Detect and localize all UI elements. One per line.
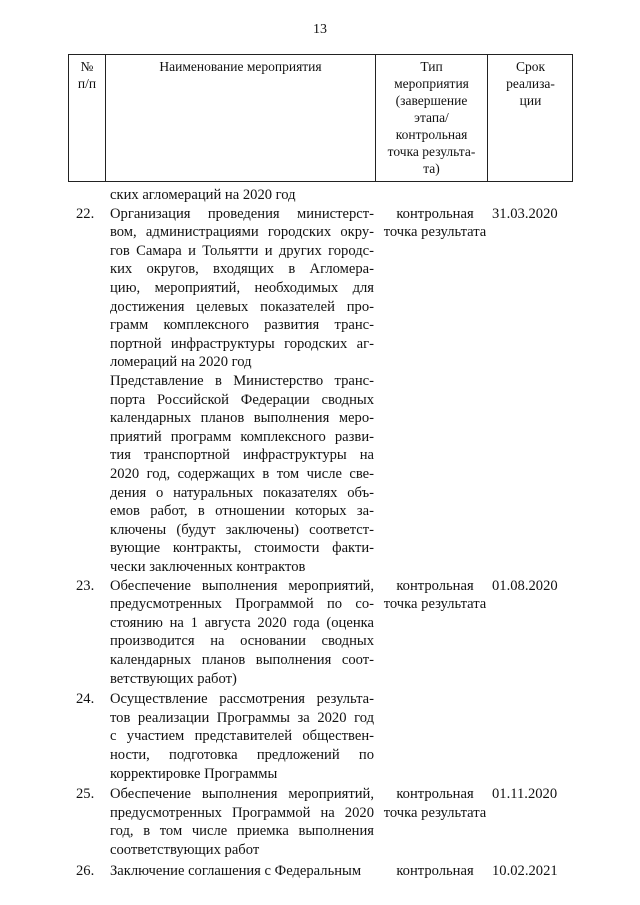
text-line: Заключение соглашения с Федеральным (110, 862, 362, 879)
text-line: Обеспечение выполнения мероприятий, (110, 577, 374, 594)
row-type (382, 862, 488, 881)
text-line: Организация проведения министерст- (110, 205, 374, 222)
text-line: достижения целевых показателей про- (110, 298, 374, 315)
text-line: п/п (77, 76, 97, 91)
text-line: приятий программ комплексного разви- (110, 428, 374, 445)
text-line: ких округов, входящих в Агломера- (110, 261, 374, 278)
text-line: контрольная (395, 127, 468, 142)
text-line: дения о натуральных показателях объ- (110, 484, 374, 501)
text-line: Обеспечение выполнения мероприятий, (110, 786, 374, 803)
text-line: ских агломераций на 2020 год (110, 187, 296, 203)
text-line: год, в том числе приемка выполнения (110, 823, 374, 840)
row-date: 01.08.2020 (492, 577, 558, 594)
text-line: Тип (420, 59, 443, 74)
text-line: тов реализации Программы за 2020 год (110, 709, 374, 726)
text-line: вом, администрациями городских окру- (110, 224, 374, 241)
text-line: точка результа- (387, 144, 476, 159)
row-number: 23. (76, 577, 95, 594)
text-line: точка результата (383, 596, 487, 613)
text-line: ключены (будут заключены) соответст- (110, 521, 374, 538)
text-line: портной инфраструктуры городских аг- (110, 335, 374, 352)
row-date: 31.03.2020 (492, 205, 558, 222)
header-num-column (69, 55, 106, 181)
row-name (110, 186, 374, 205)
header-type-column (376, 55, 488, 181)
text-line: этапа/ (414, 110, 449, 125)
text-line: Наименование мероприятия (159, 59, 322, 74)
row-number: 24. (76, 691, 95, 708)
text-line: порта Российской Федерации сводных (110, 391, 374, 408)
text-line: соответствующих работ (110, 841, 260, 858)
text-line: грамм комплексного развития транс- (110, 317, 374, 334)
text-line: точка результата (383, 224, 487, 241)
row-name (110, 690, 374, 783)
text-line: календарных планов выполнения соот- (110, 651, 374, 668)
text-line: вующие контракты, стоимости факти- (110, 540, 374, 557)
text-line: реализа- (506, 76, 555, 91)
text-line: контрольная (396, 205, 474, 222)
page-number: 13 (313, 22, 327, 37)
text-line: цию, мероприятий, необходимых для (110, 279, 374, 296)
text-line: Представление в Министерство транс- (110, 372, 374, 389)
text-line: предусмотренных Программой по со- (110, 596, 374, 613)
text-line: ности, подготовка предложений по (110, 746, 374, 763)
text-line: контрольная (396, 862, 474, 879)
text-line: № (80, 59, 94, 74)
text-line: 2020 год, содержащих в том числе све- (110, 465, 374, 482)
text-line: Осуществление рассмотрения результа- (110, 691, 374, 708)
header-name-column (106, 55, 376, 181)
text-line: ветствующих работ) (110, 670, 237, 687)
text-line: точка результата (383, 804, 487, 821)
row-type (382, 785, 488, 822)
text-line: тия транспортной инфраструктуры на (110, 447, 374, 464)
text-line: мероприятия (394, 76, 469, 91)
row-type (382, 205, 488, 242)
text-line: корректировке Программы (110, 765, 278, 782)
text-line: ции (519, 93, 542, 108)
text-line: контрольная (396, 577, 474, 594)
row-type (382, 577, 488, 614)
table-header (68, 54, 573, 182)
row-number: 26. (76, 862, 95, 879)
text-line: ломераций на 2020 год (110, 354, 252, 371)
text-line: контрольная (396, 786, 474, 803)
text-line: та) (423, 161, 440, 176)
row-name (110, 205, 374, 577)
text-line: чески заключенных контрактов (110, 558, 306, 575)
row-name (110, 862, 374, 881)
row-date: 01.11.2020 (492, 786, 558, 803)
row-number: 22. (76, 205, 95, 222)
text-line: с участием представителей обществен- (110, 728, 374, 745)
header-date-column (488, 55, 573, 181)
row-date: 10.02.2021 (492, 862, 558, 879)
text-line: предусмотренных Программой на 2020 (110, 804, 374, 821)
text-line: Срок (515, 59, 546, 74)
row-number: 25. (76, 786, 95, 803)
text-line: гов Самара и Тольятти и других городс- (110, 242, 374, 259)
text-line: стоянию на 1 августа 2020 года (оценка (110, 614, 374, 631)
row-name (110, 785, 374, 859)
row-name (110, 577, 374, 689)
text-line: емов работ, в отношении которых за- (110, 503, 374, 520)
text-line: производится на основании сводных (110, 633, 374, 650)
text-line: (завершение (395, 93, 468, 108)
text-line: календарных планов выполнения меро- (110, 410, 374, 427)
